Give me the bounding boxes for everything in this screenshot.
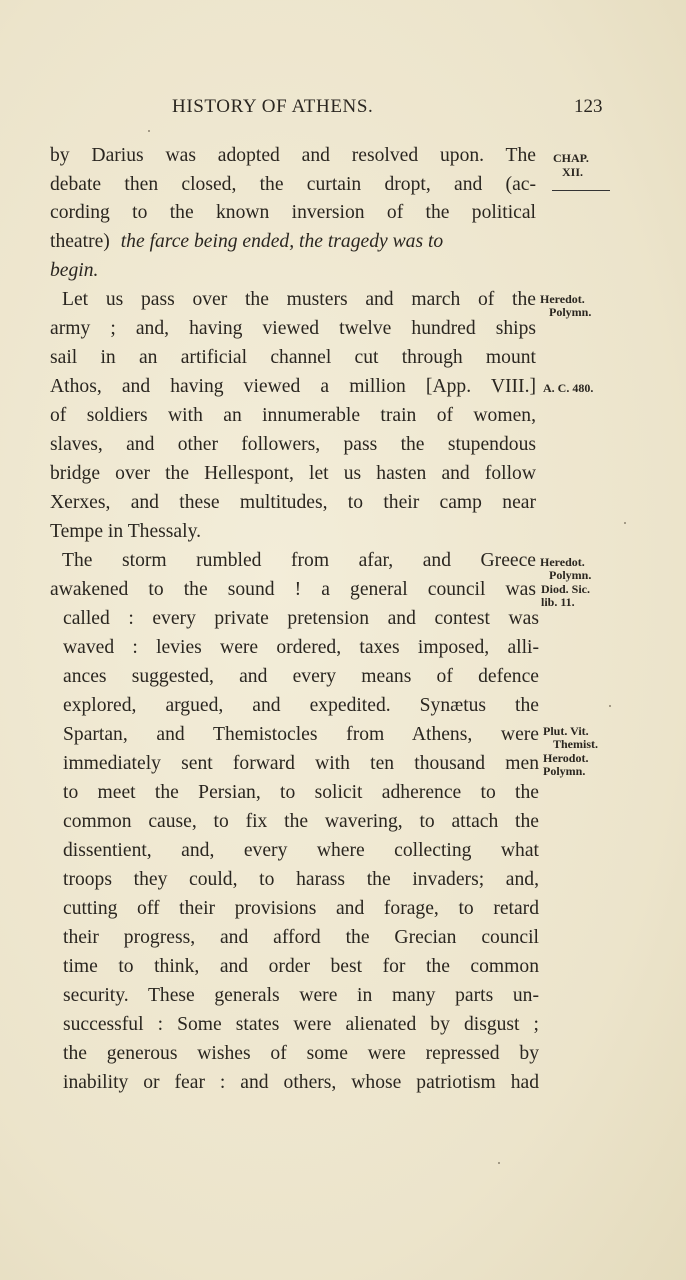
text-line: cording to the known inversion of the political (50, 202, 536, 223)
text-line: their progress, and afford the Grecian council (63, 927, 539, 948)
text-line: cutting off their provisions and forage, to retard (63, 898, 539, 919)
text-line: inability or fear : and others, whose patriotism had (63, 1072, 539, 1093)
text-line: ances suggested, and every means of defence (63, 666, 539, 687)
text-line: dissentient, and, every where collecting what (63, 840, 539, 861)
text-line: debate then closed, the curtain dropt, and (ac- (50, 174, 536, 195)
text-line: waved : levies were ordered, taxes imposed, alli- (63, 637, 539, 658)
text-line: to meet the Persian, to solicit adherence to the (63, 782, 539, 803)
margin-note: Diod. Sic. (541, 582, 591, 596)
text-line: begin. (50, 260, 99, 281)
text-line: Tempe in Thessaly. (50, 521, 201, 542)
margin-note: Heredot. (540, 555, 585, 569)
margin-note: Polymn. (549, 568, 592, 582)
text-line: common cause, to fix the wavering, to attach the (63, 811, 539, 832)
text-line: Xerxes, and these multitudes, to their camp near (50, 492, 536, 513)
text-line: by Darius was adopted and resolved upon. The (50, 145, 536, 166)
text-line: army ; and, having viewed twelve hundred ships (50, 318, 536, 339)
text-fragment: theatre) (50, 231, 110, 252)
text-line: successful : Some states were alienated by disgust ; (63, 1014, 539, 1035)
running-header: HISTORY OF ATHENS. (172, 96, 374, 117)
margin-note: Polymn. (543, 764, 586, 778)
text-line: awakened to the sound ! a general council was (50, 579, 536, 600)
text-line: immediately sent forward with ten thousand men (63, 753, 539, 774)
paper-speck (609, 705, 611, 707)
margin-note: Themist. (553, 737, 598, 751)
margin-chapter-label: CHAP. (553, 151, 589, 165)
margin-chapter-number: XII. (562, 165, 584, 179)
text-line: the generous wishes of some were repressed by (63, 1043, 539, 1064)
text-line (50, 228, 536, 256)
margin-note: Polymn. (549, 305, 592, 319)
text-line: Spartan, and Themistocles from Athens, were (63, 724, 539, 745)
margin-note: Heredot. (540, 292, 585, 306)
text-line: called : every private pretension and contest was (63, 608, 539, 629)
paper-speck (624, 522, 626, 524)
paper-speck (498, 1162, 500, 1164)
text-line: sail in an artificial channel cut through mount (50, 347, 536, 368)
text-line: Athos, and having viewed a million [App. VIII.] (50, 376, 536, 397)
text-line: security. These generals were in many parts un- (63, 985, 539, 1006)
text-line: time to think, and order best for the common (63, 956, 539, 977)
text-line: explored, argued, and expedited. Synætus the (63, 695, 539, 716)
text-line: of soldiers with an innumerable train of women, (50, 405, 536, 426)
paragraph-start-line: The storm rumbled from afar, and Greece (62, 550, 536, 571)
margin-note: Plut. Vit. (543, 724, 589, 738)
margin-date: A. C. 480. (543, 381, 594, 395)
paragraph-start-line: Let us pass over the musters and march of the (62, 289, 536, 310)
text-line: troops they could, to harass the invaders; and, (63, 869, 539, 890)
margin-note: Herodot. (543, 751, 589, 765)
margin-note: lib. 11. (541, 595, 575, 609)
paper-speck (148, 130, 150, 132)
italic-text: the farce being ended, the tragedy was to (120, 231, 444, 252)
page-number: 123 (574, 96, 603, 117)
text-line: bridge over the Hellespont, let us hasten and follow (50, 463, 536, 484)
chapter-rule (552, 190, 610, 191)
text-line: slaves, and other followers, pass the stupendous (50, 434, 536, 455)
